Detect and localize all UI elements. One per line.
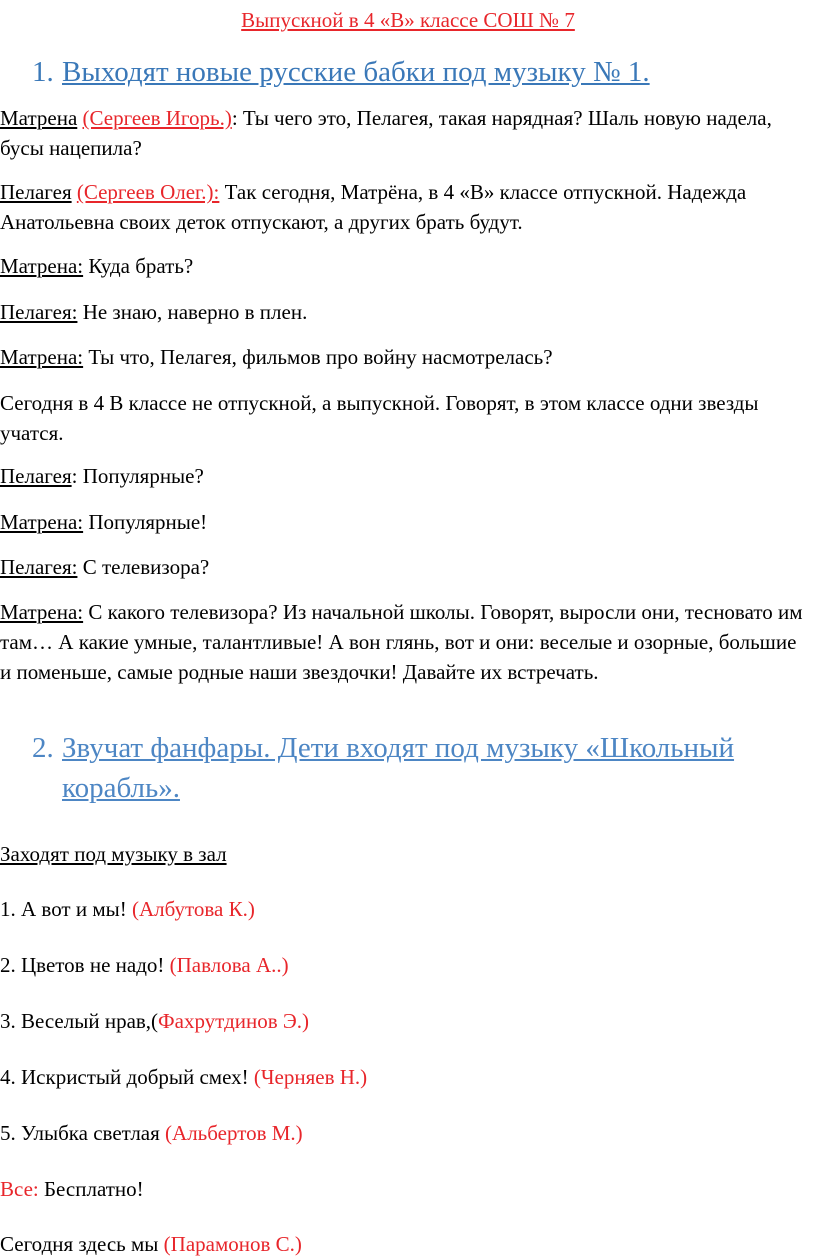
line-text: Ты чего это, Пелагея, такая нарядная? Шаль новую надела, бусы нацепила?	[0, 106, 772, 160]
list-item	[0, 1006, 812, 1036]
actor: (Сергеев Игорь.)	[82, 106, 232, 130]
speaker: Матрена:	[0, 600, 84, 624]
line-text: Не знаю, наверно в плен.	[77, 300, 308, 324]
dialogue-line	[0, 552, 812, 582]
line-text: 5. Улыбка светлая	[0, 1121, 166, 1145]
colon: :	[231, 106, 238, 130]
line-text: 2. Цветов не надо!	[0, 953, 170, 977]
actor: (Павлова А..)	[169, 953, 289, 977]
dialogue-line	[0, 177, 812, 237]
section-text-2: Звучат фанфары. Дети входят под музыку «Школьный корабль».	[62, 732, 735, 804]
line-text: Так сегодня, Матрёна, в 4 «В» классе отпускной. Надежда Анатольевна своих деток отпускают, а других брать будут.	[0, 180, 747, 234]
section-text-1: Выходят новые русские бабки под музыку № 1.	[62, 56, 650, 88]
line-text: Популярные?	[77, 464, 204, 488]
dialogue-line	[0, 461, 812, 491]
section-number-1: 1.	[32, 56, 54, 88]
list-item	[0, 950, 812, 980]
line-text: Куда брать?	[83, 254, 194, 278]
list-item	[0, 1062, 812, 1092]
line-text: 3. Веселый нрав,(	[0, 1009, 159, 1033]
dialogue-line	[0, 103, 812, 163]
dialogue-line	[0, 297, 812, 327]
line-text: 1. А вот и мы!	[0, 897, 132, 921]
speaker: Матрена:	[0, 345, 84, 369]
entrance-note	[0, 839, 812, 869]
all-label: Все:	[0, 1177, 39, 1201]
speaker: Пелагея:	[0, 300, 78, 324]
actor: Фахрутдинов Э.)	[158, 1009, 310, 1033]
line-text: С какого телевизора? Из начальной школы. Говорят, выросли они, тесновато им там… А какие умные, талантливые! А вон глянь, вот и они: веселые и озорные, большие и поменьше, самые родные наши звездочки! Давайте их встречать.	[0, 600, 803, 684]
section-heading-1	[32, 52, 650, 92]
list-item	[0, 1118, 812, 1148]
dialogue-line	[0, 342, 812, 372]
actor: (Черняев Н.)	[253, 1065, 368, 1089]
actor: (Альбертов М.)	[165, 1121, 303, 1145]
actor: (Албутова К.)	[131, 897, 255, 921]
section-number-2: 2.	[32, 732, 54, 764]
line-text: Сегодня в 4 В классе не отпускной, а выпускной. Говорят, в этом классе одни звезды учатся.	[0, 391, 759, 445]
line-text: Бесплатно!	[38, 1177, 144, 1201]
speaker: Пелагея	[0, 180, 72, 204]
all-line	[0, 1174, 812, 1204]
line-text: Ты что, Пелагея, фильмов про войну насмотрелась?	[83, 345, 553, 369]
list-item	[0, 894, 812, 924]
section-heading-2	[32, 728, 812, 808]
list-item	[0, 1229, 812, 1259]
dialogue-line	[0, 251, 812, 281]
speaker: Пелагея:	[0, 555, 78, 579]
dialogue-line	[0, 507, 812, 537]
speaker: Матрена:	[0, 510, 84, 534]
actor: (Парамонов С.)	[163, 1232, 302, 1256]
dialogue-line	[0, 388, 812, 448]
dialogue-line	[0, 597, 812, 687]
line-text: Сегодня здесь мы	[0, 1232, 164, 1256]
entrance-text: Заходят под музыку в зал	[0, 842, 227, 866]
actor: (Сергеев Олег.):	[76, 180, 220, 204]
speaker: Матрена	[0, 106, 78, 130]
document-title: Выпускной в 4 «В» классе СОШ № 7	[241, 8, 575, 32]
line-text: Популярные!	[83, 510, 208, 534]
colon: :	[71, 464, 78, 488]
speaker: Пелагея	[0, 464, 72, 488]
line-text: 4. Искристый добрый смех!	[0, 1065, 254, 1089]
line-text: С телевизора?	[77, 555, 210, 579]
speaker: Матрена:	[0, 254, 84, 278]
